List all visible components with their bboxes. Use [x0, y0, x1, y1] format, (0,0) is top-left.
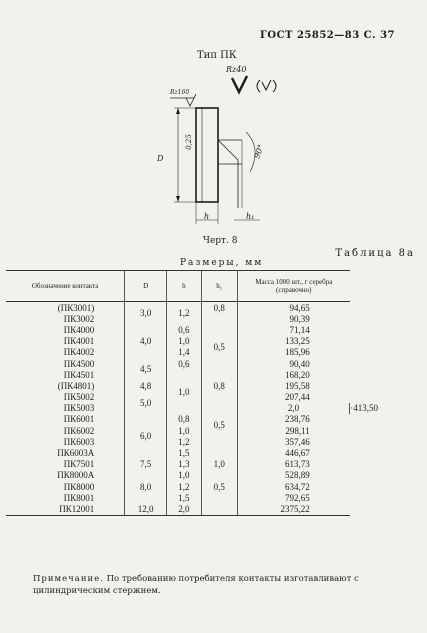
- table-row: [6, 380, 418, 391]
- row-name: ПК12001: [6, 503, 125, 515]
- cell-mass: 357,46: [237, 436, 349, 447]
- cell-D: 6,0: [125, 414, 167, 459]
- row-name: ПК4501: [63, 369, 95, 380]
- cell-h1: 0,8: [201, 302, 237, 314]
- cell-D: 4,5: [125, 358, 167, 380]
- cell-mass: 528,89: [237, 470, 349, 481]
- row-name: ПК6001: [63, 414, 95, 425]
- cell-mass: 195,58: [237, 380, 349, 391]
- cell-h: 1,0: [166, 369, 201, 414]
- table-row: [6, 302, 418, 314]
- cell-h: 2,0: [237, 403, 349, 414]
- cell-mass: 90,40: [237, 358, 349, 369]
- row-name: ПК6002: [63, 425, 95, 436]
- row-name: ПК4500: [63, 358, 95, 369]
- table-note: [33, 573, 413, 597]
- dim-h1-label: h₁: [246, 212, 255, 221]
- table-title: Таблица 8а: [335, 248, 415, 259]
- dim-h-label: h: [204, 212, 210, 221]
- cell-h1: 0,5: [201, 392, 237, 459]
- col-D: D: [125, 271, 167, 302]
- cell-h: 0,8: [166, 414, 201, 425]
- row-name: (ПК3001): [57, 302, 95, 313]
- cell-h: 1,2: [166, 436, 201, 447]
- type-label: Тип ПК: [197, 50, 237, 61]
- cell-h: 2,0: [166, 503, 201, 515]
- dimensions-table: [6, 270, 418, 516]
- cell-D: 4,0: [125, 324, 167, 358]
- cell-mass: 168,20: [237, 369, 349, 380]
- row-name: ПК3002: [63, 313, 95, 324]
- cell-D: 7,5: [125, 459, 167, 470]
- cell-mass: ·413,50: [350, 403, 418, 414]
- cell-h: 1,0: [166, 336, 201, 347]
- cell-mass: 634,72: [237, 481, 349, 492]
- row-name: ПК5002: [63, 392, 95, 403]
- note-lead: Примечание.: [33, 574, 104, 584]
- cell-h: 0,6: [166, 358, 201, 369]
- table-row: [6, 503, 418, 515]
- col-designation: Обозначение контакта: [6, 271, 125, 302]
- col-h1: h₁: [201, 271, 237, 302]
- angle-label: 90°: [252, 143, 266, 160]
- cell-h: 1,0: [166, 470, 201, 481]
- row-name: ПК4001: [63, 336, 95, 347]
- row-name: ПК8000: [63, 481, 95, 492]
- roughness-side-label: Rz160: [170, 89, 190, 96]
- cell-mass: 94,65: [237, 302, 349, 314]
- table-row: [6, 459, 418, 470]
- row-name: ПК8000А: [57, 470, 95, 481]
- cell-mass: 207,44: [237, 392, 349, 403]
- cell-mass: 613,73: [237, 459, 349, 470]
- cell-D: 3,0: [125, 302, 167, 325]
- table-row: [6, 313, 418, 324]
- cell-h: 1,4: [166, 347, 201, 358]
- figure-caption: Черт. 8: [203, 236, 238, 246]
- col-h: h: [166, 271, 201, 302]
- row-name: ПК6003А: [57, 448, 95, 459]
- row-name: ПК6003: [63, 436, 95, 447]
- cell-D: 12,0: [125, 503, 167, 515]
- col-mass: Масса 1000 шт., г серебра (справочно): [237, 271, 349, 302]
- note-text: По требованию потребителя контакты изготавливают с цилиндрическим стержнем.: [33, 574, 359, 596]
- row-name: ПК4002: [63, 347, 95, 358]
- table-row: [6, 392, 418, 403]
- dim-chamfer-label: 0,25: [184, 134, 193, 150]
- dim-D-label: D: [157, 154, 164, 163]
- cell-h: 0,6: [166, 324, 201, 335]
- cell-mass: 133,25: [237, 336, 349, 347]
- row-name: ПК5003: [63, 403, 95, 414]
- row-name: (ПК4801): [57, 380, 95, 391]
- table-row: [6, 470, 418, 481]
- cell-mass: 238,76: [237, 414, 349, 425]
- cell-D: 8,0: [125, 470, 167, 504]
- cell-h1: 0,5: [201, 470, 237, 504]
- row-name: ПК4000: [63, 324, 95, 335]
- row-name: ПК7501: [63, 459, 95, 470]
- cell-mass: 298,11: [237, 425, 349, 436]
- cell-h: 1,5: [166, 492, 201, 503]
- cell-D: 5,0: [125, 392, 167, 414]
- cell-h: 1,2: [166, 481, 201, 492]
- cell-mass: 185,96: [237, 347, 349, 358]
- cell-mass: 792,65: [237, 492, 349, 503]
- cell-h1: 0,5: [201, 313, 237, 380]
- cell-h1-empty: [201, 503, 237, 515]
- cell-h: 1,3: [166, 459, 201, 470]
- table-subtitle: Размеры, мм: [180, 258, 264, 268]
- cell-h1: 1,0: [201, 459, 237, 470]
- cell-h: 1,0: [166, 425, 201, 436]
- standard-header: ГОСТ 25852—83 С. 37: [259, 30, 395, 41]
- cell-D: 4,8: [125, 380, 167, 391]
- roughness-main-label: Rz40: [226, 65, 247, 74]
- cell-mass: 90,39: [237, 313, 349, 324]
- cell-h: 1,5: [166, 447, 201, 458]
- contact-drawing: [150, 92, 280, 232]
- cell-h: 1,2: [166, 302, 201, 325]
- cell-mass: 446,67: [237, 447, 349, 458]
- cell-mass: 71,14: [237, 324, 349, 335]
- row-name: ПК8001: [63, 492, 95, 503]
- cell-h1: 0,8: [201, 380, 237, 391]
- cell-mass: 2375,22: [237, 503, 349, 515]
